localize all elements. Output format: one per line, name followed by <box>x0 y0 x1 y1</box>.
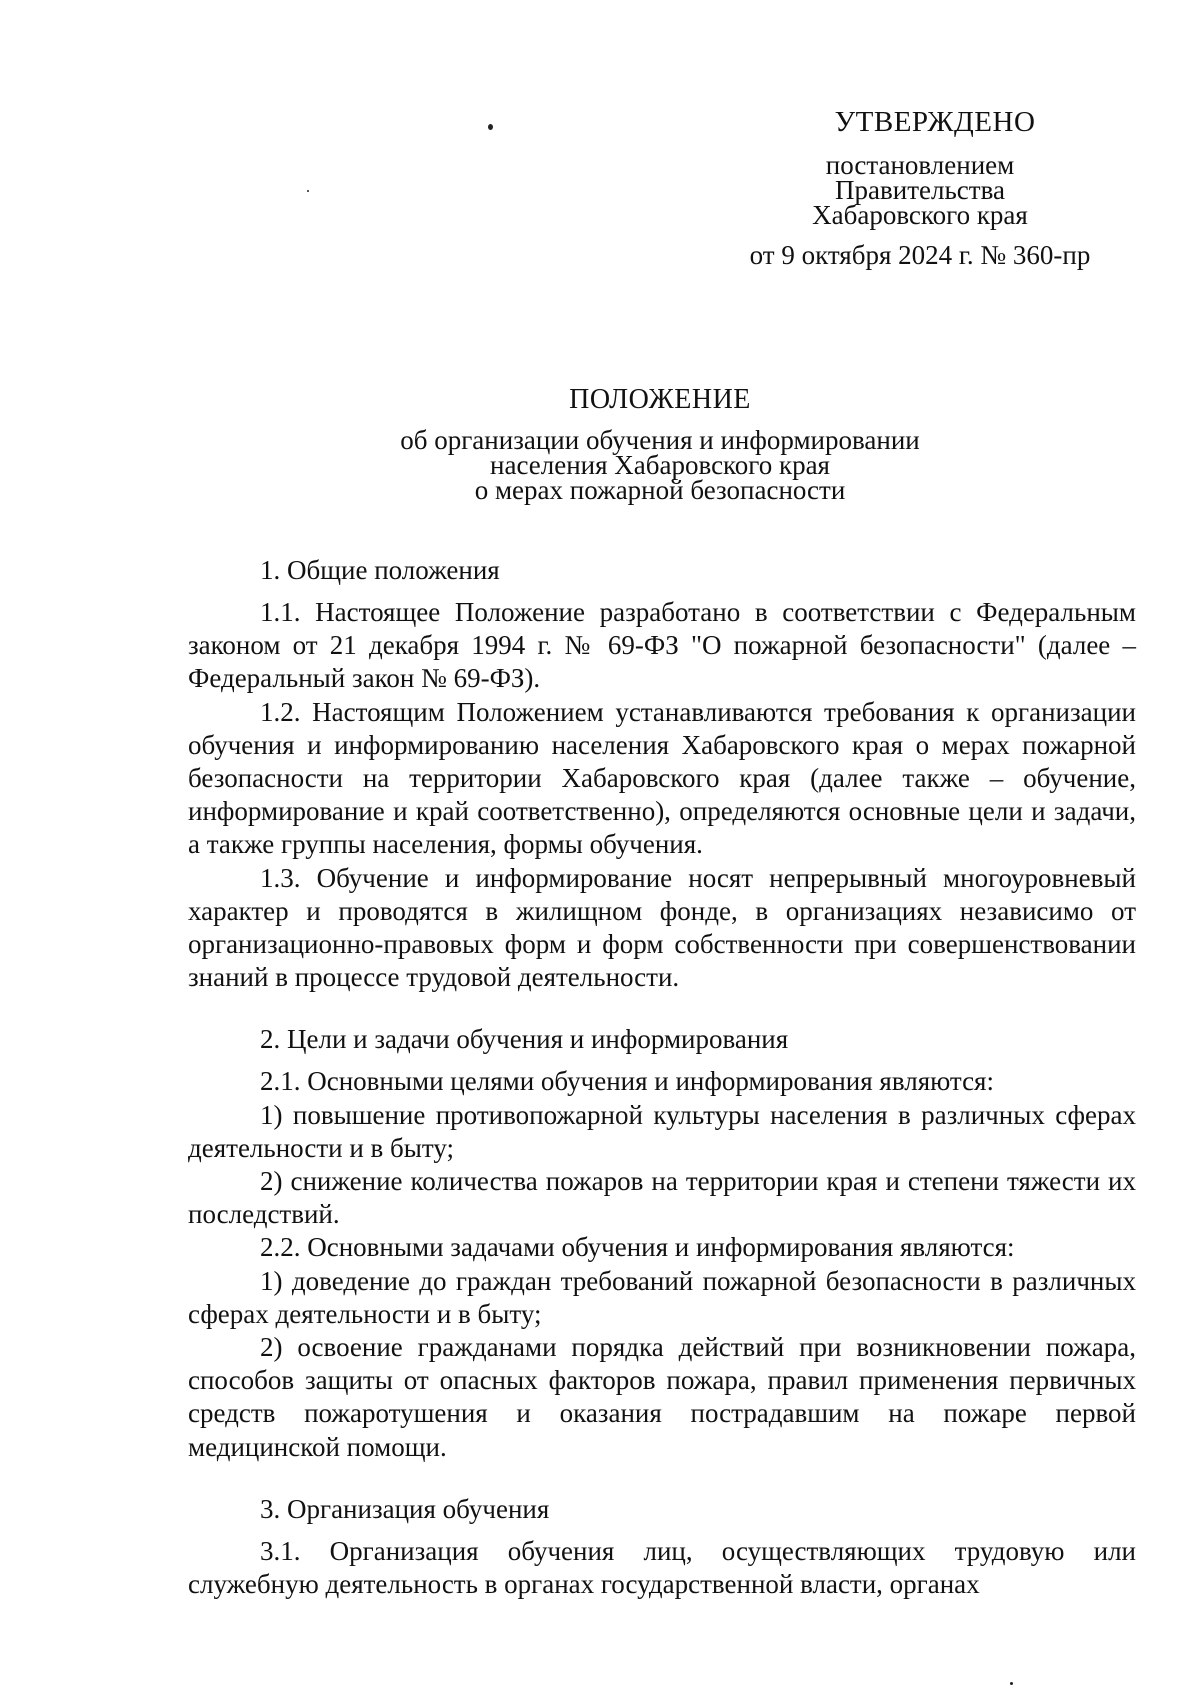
paragraph-2-2-item-2: 2) освоение гражданами порядка действий при возникновении пожара, способов защиты от опасных факторов пожара, правил применения первичных средств пожаротушения и оказания пострадавшим на пожаре первой медицинской помощи. <box>188 1332 1136 1462</box>
approval-block <box>720 106 1120 270</box>
approval-line-2: Правительства <box>835 175 1005 205</box>
document-subtitle-line-1: об организации обучения и информировании <box>400 425 920 455</box>
paragraph-2-1-item-1: 1) повышение противопожарной культуры населения в различных сферах деятельности и в быту; <box>188 1099 1136 1163</box>
scan-speck <box>307 190 309 192</box>
paragraph-2-1: 2.1. Основными целями обучения и информирования являются: <box>260 1066 994 1097</box>
paragraph-1-2: 1.2. Настоящим Положением устанавливаются требования к организации обучения и информированию населения Хабаровского края о мерах пожарной безопасности на территории Хабаровского края (далее также – обучение, информирование и край соответственно), определяются основные цели и задачи, а также группы населения, формы обучения. <box>188 696 1136 860</box>
section-3-heading: 3. Организация обучения <box>260 1493 550 1524</box>
paragraph-2-2-item-1: 1) доведение до граждан требований пожарной безопасности в различных сферах деятельности и в быту; <box>188 1265 1136 1329</box>
document-subtitle-line-3: о мерах пожарной безопасности <box>474 475 846 505</box>
approval-line-3: Хабаровского края <box>812 200 1028 230</box>
paragraph-1-3: 1.3. Обучение и информирование носят непрерывный многоуровневый характер и проводятся в жилищном фонде, в организациях независимо от организационно-правовых форм и форм собственности при совершенствовании знаний в процессе трудовой деятельности. <box>188 862 1136 993</box>
document-title: ПОЛОЖЕНИЕ <box>569 384 751 415</box>
approval-date: от 9 октября 2024 г. № 360-пр <box>749 240 1091 270</box>
approval-line-1: постановлением <box>825 150 1015 180</box>
paragraph-1-1: 1.1. Настоящее Положение разработано в соответствии с Федеральным законом от 21 декабря 1994 г. № 69-ФЗ "О пожарной безопасности" (далее – Федеральный закон № 69-ФЗ). <box>188 597 1136 694</box>
document-title-block <box>300 384 1020 503</box>
document-subtitle-line-2: населения Хабаровского края <box>490 450 830 480</box>
scan-speck <box>1010 1682 1013 1685</box>
paragraph-2-2: 2.2. Основными задачами обучения и информирования являются: <box>260 1232 1015 1263</box>
paragraph-2-1-item-2: 2) снижение количества пожаров на территории края и степени тяжести их последствий. <box>188 1166 1136 1230</box>
paragraph-3-1: 3.1. Организация обучения лиц, осуществляющих трудовую или служебную деятельность в органах государственной власти, органах <box>188 1535 1136 1600</box>
document-body <box>188 554 1136 1601</box>
section-2-heading: 2. Цели и задачи обучения и информирования <box>260 1024 789 1055</box>
section-1-heading: 1. Общие положения <box>260 555 500 585</box>
scan-speck <box>488 124 493 130</box>
approval-stamp: УТВЕРЖДЕНО <box>834 106 1036 138</box>
